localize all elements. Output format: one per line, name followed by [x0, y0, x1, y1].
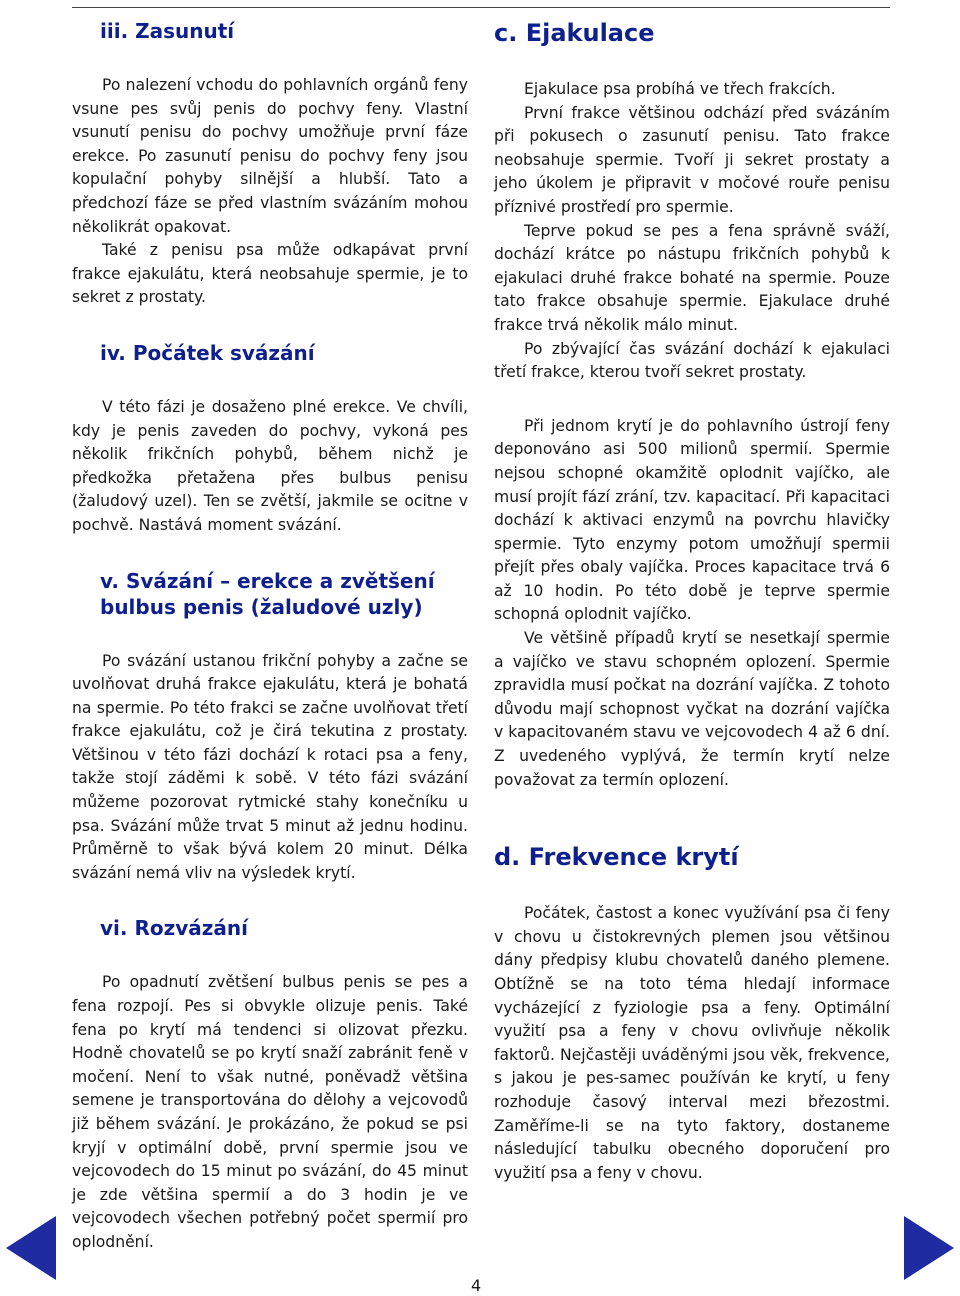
- paragraph: Teprve pokud se pes a fena správně sváží, dochází krátce po nástupu frikčních pohybů k ejakulaci druhé frakce bohaté na spermie. Pouze tato frakce obsahuje spermie. Ejakulace druhé frakce trvá několik málo minut.: [494, 221, 890, 334]
- paragraph: Také z penisu psa může odkapávat první frakce ejakulátu, která neobsahuje spermie, je to sekret z prostaty.: [72, 241, 468, 307]
- previous-page-arrow-icon[interactable]: [6, 1216, 56, 1280]
- top-rule: [72, 7, 890, 8]
- left-column: [72, 18, 468, 1255]
- section-frekvence-kryti-title: d. Frekvence krytí: [494, 843, 739, 872]
- section-zasunuti-title: iii. Zasunutí: [100, 19, 235, 43]
- page-number: 4: [471, 1276, 482, 1295]
- paragraph: První frakce většinou odchází před svázáním při pokusech o zasunutí penisu. Tato frakce neobsahuje spermie. Tvoří ji sekret prostaty a jeho úkolem je připravit v močové rouře penisu příznivé prostředí pro spermie.: [494, 103, 890, 216]
- paragraph: Počátek, častost a konec využívání psa či feny v chovu u čistokrevných plemen jsou většinou dány předpisy klubu chovatelů daného plemene. Obtížně se na toto téma hledají informace vycházející z fyziologie psa a feny. Optimální využití psa a feny v chovu ovlivňuje několik faktorů. Nejčastěji uváděnými jsou věk, frekvence, s jakou je pes-samec používán ke krytí, u feny rozhoduje časový interval mezi březostmi. Zaměříme-li se na tyto faktory, dostaneme následující tabulku obecného doporučení pro využití psa a feny v chovu.: [494, 904, 890, 1182]
- section-rozvazani-title: vi. Rozvázání: [100, 916, 248, 941]
- section-pocatek-svazani-title: iv. Počátek svázání: [100, 340, 315, 365]
- section-ejakulace-title: c. Ejakulace: [494, 19, 655, 47]
- paragraph: Při jednom krytí je do pohlavního ústrojí feny deponováno asi 500 milionů spermií. Spermie nejsou schopné okamžitě oplodnit vajíčko, ale musí projít fází zrání, tzv. kapacitací. Při kapacitaci dochází k aktivaci enzymů na povrchu hlavičky spermie. Tyto enzymy potom umožňují spermii přejít přes obaly vajíčka. Proces kapacitace trvá 6 až 10 hodin. Po této době je teprve spermie schopná oplodnit vajíčko.: [494, 416, 890, 624]
- paragraph: Po zbývající čas svázání dochází k ejakulaci třetí frakce, kterou tvoří sekret prostaty.: [494, 339, 890, 382]
- paragraph: Ejakulace psa probíhá ve třech frakcích.: [524, 80, 836, 98]
- paragraph: Po nalezení vchodu do pohlavních orgánů feny vsune pes svůj penis do pochvy feny. Vlastní vsunutí penisu do pochvy umožňuje první fáze erekce. Po zasunutí penisu do pochvy feny jsou kopulační pohyby silnější a hlubší. Tato a předchozí fáze se před vlastním svázáním mohou několikrát opakovat.: [72, 76, 468, 236]
- paragraph: Po opadnutí zvětšení bulbus penis se pes a fena rozpojí. Pes si obvykle olizuje penis. Také fena po krytí má tendenci si olizovat přezku. Hodně chovatelů se po krytí snaží zabránit feně v močení. Není to však nutné, poněvadž většina semene je transportována do dělohy a vejcovodů již během svázání. Je prokázáno, že pokud se psi kryjí v optimální době, první spermie jsou ve vejcovodech do 15 minut po svázání, do 45 minut je zde většina spermií a do 3 hodin je ve vejcovodech všechen potřebný počet spermií pro oplodnění.: [72, 973, 468, 1251]
- paragraph: Ve většině případů krytí se nesetkají spermie a vajíčko ve stavu schopném oplození. Spermie zpravidla musí počkat na dozrání vajíčka. Z tohoto důvodu mají schopnost vyčkat na dozrání vajíčka v kapacitovaném stavu ve vejcovodech 4 až 6 dní. Z uvedeného vyplývá, že termín krytí nelze považovat za termín oplození.: [494, 629, 890, 789]
- paragraph: V této fázi je dosaženo plné erekce. Ve chvíli, kdy je penis zaveden do pochvy, vykoná pes několik frikčních pohybů, během nichž je předkožka přetažena přes bulbus penisu (žaludový uzel). Ten se zvětší, jakmile se ocitne v pochvě. Nastává moment svázání.: [72, 397, 468, 534]
- right-column: [494, 18, 890, 1185]
- next-page-arrow-icon[interactable]: [904, 1216, 954, 1280]
- section-svazani-title: v. Svázání – erekce a zvětšení bulbus penis (žaludové uzly): [100, 568, 435, 619]
- paragraph: Po svázání ustanou frikční pohyby a začne se uvolňovat druhá frakce ejakulátu, která je bohatá na spermie. Po této frakci se začne uvolňovat třetí frakce ejakulátu, což je čirá tekutina z prostaty. Většinou v této fázi dochází k rotaci psa a feny, takže stojí záděmi k sobě. V této fázi svázání můžeme pozorovat rytmické stahy konečníku u psa. Svázání může trvat 5 minut až jednu hodinu. Průměrně to však bývá kolem 20 minut. Délka svázání nemá vliv na výsledek krytí.: [72, 651, 468, 882]
